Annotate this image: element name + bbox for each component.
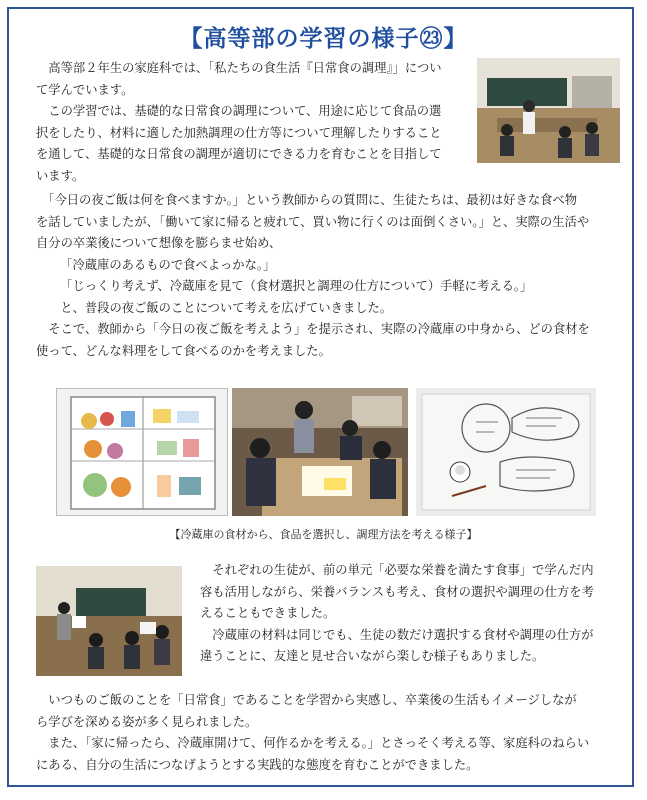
text-line: それぞれの生徒が、前の単元「必要な栄養を満たす食事」で学んだ内	[200, 563, 594, 577]
text-line: 使って、どんな料理をして食べるのかを考えました。	[36, 343, 331, 358]
quote-line: 「じっくり考えず、冷蔵庫を見て（食材選択と調理の仕方について）手軽に考える。」	[54, 279, 533, 293]
text-line: えることもできました。	[200, 606, 336, 620]
presentation-photo	[36, 566, 182, 676]
text-line: そこで、教師から「今日の夜ご飯を考えよう」を提示され、実際の冷蔵庫の中身から、どの食材を	[36, 322, 590, 336]
text-line: います。	[36, 168, 85, 183]
text-line: にある、自分の生活につなげようとする実践的な態度を育むことができました。	[36, 757, 479, 772]
text-line: 違うことに、友達と見せ合いながら楽しむ様子もありました。	[200, 649, 545, 663]
text-line: て学んでいます。	[36, 82, 134, 97]
paragraph-results	[200, 560, 594, 668]
text-line: 「今日の夜ご飯は何を食べますか。」という教師からの質問に、生徒たちは、最初は好きな食べ物	[36, 193, 578, 207]
text-line: 自分の卒業後について想像を膨らませ始め、	[36, 236, 282, 250]
classroom-photo	[477, 58, 620, 163]
text-line: また、「家に帰ったら、冷蔵庫開けて、何作るかを考える。」とさっそく考える等、家庭科のねらい	[36, 736, 590, 750]
text-line: を通して、基礎的な日常食の調理が適切にできる力を育むことを目指して	[36, 147, 442, 161]
text-line: いつものご飯のことを「日常食」であることを学習から実感し、卒業後の生活もイメージしなが	[36, 693, 577, 707]
photo-caption: 【冷蔵庫の食材から、食品を選択し、調理方法を考える様子】	[169, 528, 478, 541]
text-line: この学習では、基礎的な日常食の調理について、用途に応じて食品の選	[36, 104, 442, 118]
text-line: 冷蔵庫の材料は同じでも、生徒の数だけ選択する食材や調理の仕方が	[200, 627, 594, 642]
text-line: ら学びを深める姿が多く見られました。	[36, 714, 258, 729]
paragraph-conclusion	[36, 690, 589, 776]
text-line: 高等部２年生の家庭科では、「私たちの食生活『日常食の調理』」につい	[36, 61, 442, 75]
text-line: 容も活用しながら、栄養バランスも考え、食材の選択や調理の仕方を考	[200, 584, 594, 599]
paragraph-question	[36, 190, 590, 362]
fridge-worksheet-photo	[56, 388, 228, 516]
text-line: と、普段の夜ご飯のことについて考えを広げていきました。	[48, 300, 393, 315]
page-title: 【高等部の学習の様子㉓】	[179, 26, 468, 52]
text-line: 択をしたり、材料に適した加熱調理の仕方等について理解したりすること	[36, 125, 442, 140]
meal-plan-sheet-photo	[416, 388, 596, 516]
text-line: を話していましたが、「働いて家に帰ると疲れて、買い物に行くのは面倒くさい。」と、実際の生活や	[36, 214, 590, 229]
paragraph-intro	[36, 58, 442, 187]
students-working-photo	[232, 388, 408, 516]
quote-line: 「冷蔵庫のあるもので食べよっかな。」	[54, 257, 276, 272]
